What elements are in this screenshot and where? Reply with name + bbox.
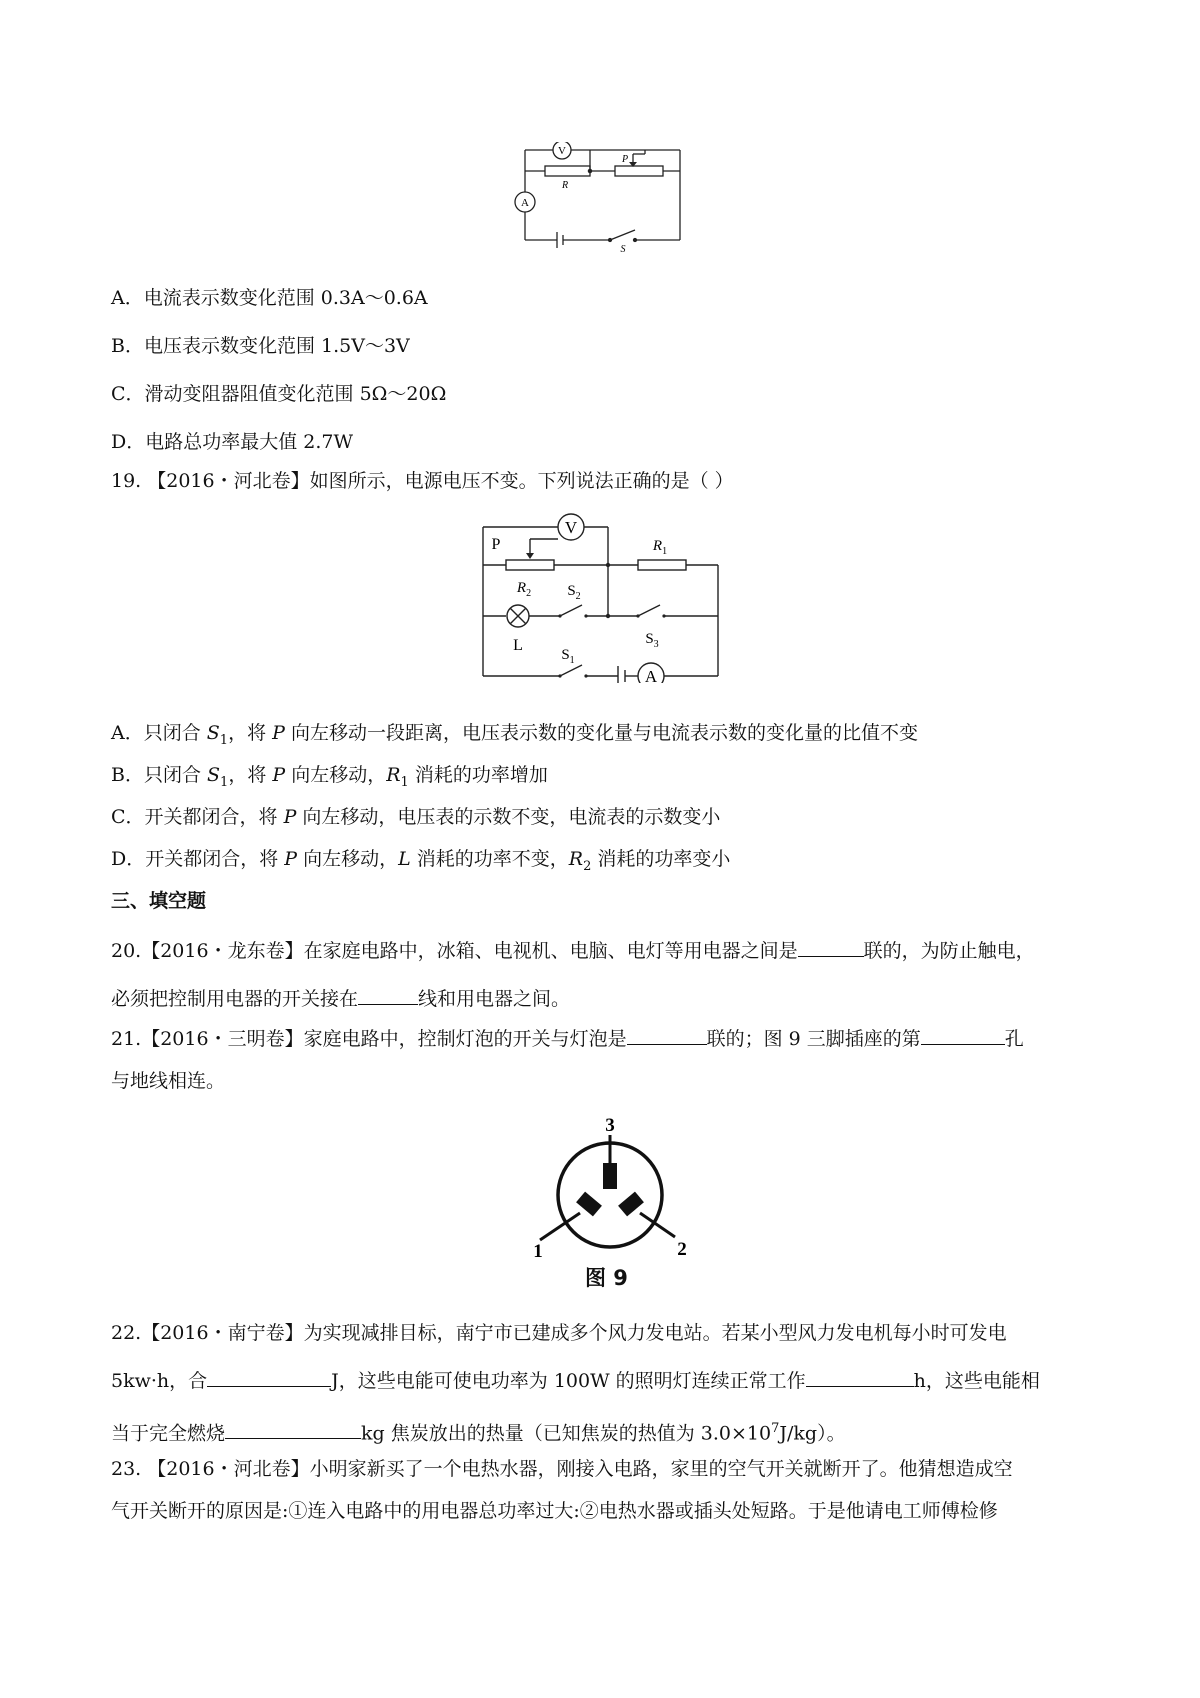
socket-label-1: 1 <box>533 1241 543 1262</box>
q19-lamp-label: L <box>513 637 523 654</box>
q18-slider-label: P <box>621 154 629 165</box>
q19-r1-label: R <box>652 538 663 554</box>
q22-line2: 5kw·h，合 J，这些电能可使电功率为 100W 的照明灯连续正常工作 h，这些电能相 <box>111 1370 1040 1392</box>
q21-blank-2[interactable] <box>921 1026 1005 1045</box>
q22-blank-2[interactable] <box>806 1368 914 1387</box>
q19-voltmeter-label: V <box>564 518 578 537</box>
q23-line2: 气开关断开的原因是:①连入电路中的用电器总功率过大:②电热水器或插头处短路。于是他请电工师傅检修 <box>111 1500 998 1522</box>
q22-line1: 22.【2016・南宁卷】为实现减排目标，南宁市已建成多个风力发电站。若某小型风力发电机每小时可发电 <box>111 1322 1007 1344</box>
svg-text:R2: $R_2$ <box>516 580 532 599</box>
q19-option-a: A．只闭合 $S_1$，将 P 向左移动一段距离，电压表示数的变化量与电流表示数的变化量的比值不变 <box>111 722 918 748</box>
q18-voltmeter-label: V <box>558 145 566 157</box>
q19-s1-label: S <box>561 647 570 663</box>
q18-resistor-label: R <box>561 180 569 191</box>
q22-line3: 当于完全燃烧 kg 焦炭放出的热量（已知焦炭的热值为 $3.0\times 10^7J/kg$）。 <box>111 1421 846 1445</box>
svg-text:S2: $S_2$ <box>567 583 581 602</box>
socket-label-3: 3 <box>605 1115 615 1136</box>
q20-line2: 必须把控制用电器的开关接在 线和用电器之间。 <box>111 988 571 1010</box>
q18-circuit-diagram <box>505 142 705 252</box>
q18-option-a: A．电流表示数变化范围 0.3A～0.6A <box>111 287 428 309</box>
section-title: 三、填空题 <box>111 890 207 912</box>
socket-label-2: 2 <box>677 1239 687 1260</box>
q19-s2-label: S <box>567 583 576 599</box>
q21-line1: 21.【2016・三明卷】家庭电路中，控制灯泡的开关与灯泡是 联的；图 9 三脚插座的第 孔 <box>111 1028 1024 1050</box>
q19-stem: 19. 【2016・河北卷】如图所示，电源电压不变。下列说法正确的是（ ） <box>111 470 734 492</box>
svg-text:S3: $S_3$ <box>645 631 659 650</box>
q18-option-c: C．滑动变阻器阻值变化范围 5Ω～20Ω <box>111 383 447 405</box>
q18-option-b: B．电压表示数变化范围 1.5V～3V <box>111 335 410 357</box>
q20-blank-2[interactable] <box>358 986 418 1005</box>
q22-blank-3[interactable] <box>225 1420 361 1439</box>
q19-option-c: C．开关都闭合，将 P 向左移动，电压表的示数不变，电流表的示数变小 <box>111 806 721 828</box>
q18-option-d: D．电路总功率最大值 2.7W <box>111 431 354 453</box>
q19-slider-label: P <box>491 536 501 553</box>
q23-line1: 23. 【2016・河北卷】小明家新买了一个电热水器，刚接入电路，家里的空气开关就断开了。他猜想造成空 <box>111 1458 1013 1480</box>
q19-ammeter-label: A <box>644 667 658 683</box>
q19-r2-label: R <box>516 580 527 596</box>
three-pin-socket-figure <box>530 1115 690 1280</box>
q20-line1: 20.【2016・龙东卷】在家庭电路中，冰箱、电视机、电脑、电灯等用电器之间是 联的，为防止触电， <box>111 940 1035 962</box>
q21-line2: 与地线相连。 <box>111 1070 226 1092</box>
q21-blank-1[interactable] <box>627 1026 707 1045</box>
svg-text:R1: $R_1$ <box>652 538 668 557</box>
q18-switch-label: S <box>620 244 626 252</box>
svg-text:S1: $S_1$ <box>561 647 575 666</box>
q18-ammeter-label: A <box>521 197 529 209</box>
q19-option-d: D．开关都闭合，将 P 向左移动，L 消耗的功率不变，$R_2$ 消耗的功率变小 <box>111 848 731 874</box>
q22-blank-1[interactable] <box>207 1368 331 1387</box>
q19-circuit-diagram <box>478 513 728 683</box>
q19-s3-label: S <box>645 631 654 647</box>
figure-caption: 图 9 <box>585 1266 628 1290</box>
q20-blank-1[interactable] <box>798 938 864 957</box>
q19-option-b: B．只闭合 $S_1$，将 P 向左移动，$R_1$ 消耗的功率增加 <box>111 764 548 790</box>
